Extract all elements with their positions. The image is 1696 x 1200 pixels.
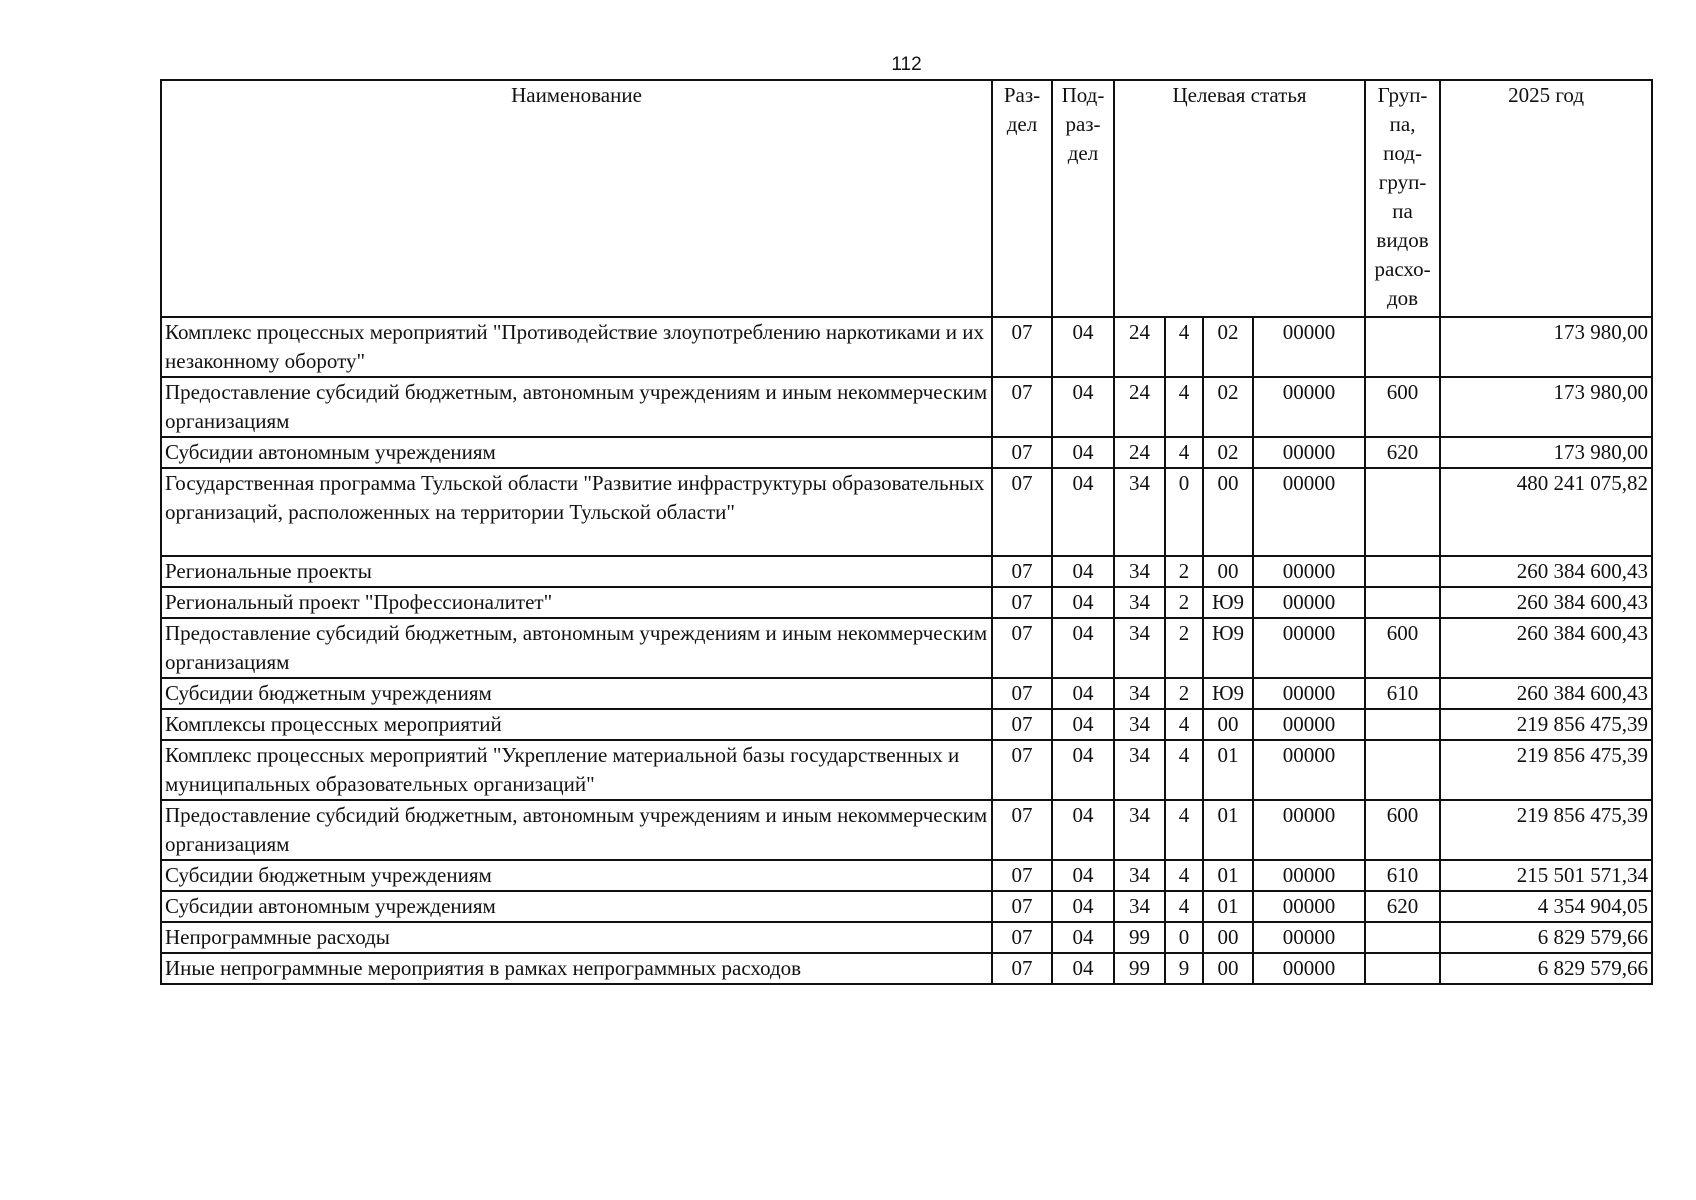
row-target-subprogram: 0: [1165, 922, 1203, 953]
header-podrazdel: Под- раз- дел: [1052, 80, 1114, 317]
row-target-event: 01: [1203, 891, 1253, 922]
row-target-direction: 00000: [1253, 922, 1365, 953]
table-row: [161, 556, 1652, 587]
row-target-program: 34: [1114, 740, 1165, 800]
row-expense-group: 620: [1365, 437, 1440, 468]
row-amount: 219 856 475,39: [1440, 740, 1652, 800]
row-amount: 260 384 600,43: [1440, 678, 1652, 709]
row-target-event: 00: [1203, 556, 1253, 587]
row-target-subprogram: 9: [1165, 953, 1203, 984]
row-target-subprogram: 2: [1165, 556, 1203, 587]
row-name: Предоставление субсидий бюджетным, автономным учреждениям и иным некоммерческим организациям: [161, 377, 992, 437]
table-row: [161, 860, 1652, 891]
row-podrazdel: 04: [1052, 953, 1114, 984]
row-razdel: 07: [992, 468, 1052, 556]
row-expense-group: [1365, 587, 1440, 618]
row-target-direction: 00000: [1253, 891, 1365, 922]
table-row: [161, 891, 1652, 922]
row-razdel: 07: [992, 800, 1052, 860]
row-target-direction: 00000: [1253, 618, 1365, 678]
table-body: [161, 317, 1652, 984]
row-target-direction: 00000: [1253, 678, 1365, 709]
row-target-subprogram: 4: [1165, 709, 1203, 740]
row-podrazdel: 04: [1052, 800, 1114, 860]
row-target-direction: 00000: [1253, 377, 1365, 437]
row-podrazdel: 04: [1052, 860, 1114, 891]
row-name: Субсидии автономным учреждениям: [161, 437, 992, 468]
row-name: Субсидии бюджетным учреждениям: [161, 678, 992, 709]
row-name: Субсидии автономным учреждениям: [161, 891, 992, 922]
row-target-program: 34: [1114, 468, 1165, 556]
row-target-subprogram: 4: [1165, 437, 1203, 468]
row-target-program: 34: [1114, 891, 1165, 922]
row-razdel: 07: [992, 891, 1052, 922]
row-name: Комплексы процессных мероприятий: [161, 709, 992, 740]
row-razdel: 07: [992, 618, 1052, 678]
row-expense-group: [1365, 953, 1440, 984]
table-row: [161, 587, 1652, 618]
row-target-program: 24: [1114, 437, 1165, 468]
row-target-program: 34: [1114, 678, 1165, 709]
row-target-program: 99: [1114, 922, 1165, 953]
row-expense-group: 610: [1365, 678, 1440, 709]
row-name: Региональные проекты: [161, 556, 992, 587]
row-target-event: 00: [1203, 709, 1253, 740]
row-podrazdel: 04: [1052, 740, 1114, 800]
row-target-event: Ю9: [1203, 678, 1253, 709]
row-target-program: 34: [1114, 709, 1165, 740]
row-name: Региональный проект "Профессионалитет": [161, 587, 992, 618]
row-podrazdel: 04: [1052, 678, 1114, 709]
row-amount: 260 384 600,43: [1440, 618, 1652, 678]
row-target-direction: 00000: [1253, 709, 1365, 740]
row-target-program: 99: [1114, 953, 1165, 984]
row-podrazdel: 04: [1052, 556, 1114, 587]
row-amount: 260 384 600,43: [1440, 556, 1652, 587]
row-amount: 219 856 475,39: [1440, 709, 1652, 740]
row-target-event: 00: [1203, 953, 1253, 984]
row-target-subprogram: 4: [1165, 317, 1203, 377]
row-target-event: 01: [1203, 740, 1253, 800]
row-podrazdel: 04: [1052, 317, 1114, 377]
header-expense-group: Груп- па, под- груп- па видов расхо- дов: [1365, 80, 1440, 317]
row-razdel: 07: [992, 953, 1052, 984]
table-row: [161, 317, 1652, 377]
row-target-event: 02: [1203, 377, 1253, 437]
row-podrazdel: 04: [1052, 891, 1114, 922]
row-expense-group: 610: [1365, 860, 1440, 891]
row-amount: 219 856 475,39: [1440, 800, 1652, 860]
header-name: Наименование: [161, 80, 992, 317]
row-amount: 173 980,00: [1440, 437, 1652, 468]
row-razdel: 07: [992, 377, 1052, 437]
row-target-event: 01: [1203, 860, 1253, 891]
row-razdel: 07: [992, 860, 1052, 891]
row-target-event: 00: [1203, 468, 1253, 556]
row-expense-group: [1365, 740, 1440, 800]
row-target-direction: 00000: [1253, 468, 1365, 556]
table-row: [161, 740, 1652, 800]
row-target-direction: 00000: [1253, 740, 1365, 800]
row-target-program: 34: [1114, 800, 1165, 860]
table-row: [161, 377, 1652, 437]
row-podrazdel: 04: [1052, 922, 1114, 953]
table-row: [161, 709, 1652, 740]
row-name: Иные непрограммные мероприятия в рамках непрограммных расходов: [161, 953, 992, 984]
row-target-subprogram: 4: [1165, 860, 1203, 891]
table-row: [161, 618, 1652, 678]
row-expense-group: [1365, 317, 1440, 377]
row-expense-group: [1365, 922, 1440, 953]
header-row: [161, 80, 1652, 317]
row-target-subprogram: 4: [1165, 740, 1203, 800]
row-name: Государственная программа Тульской области "Развитие инфраструктуры образовательных организаций, расположенных на территории Тульской области": [161, 468, 992, 556]
row-name: Предоставление субсидий бюджетным, автономным учреждениям и иным некоммерческим организациям: [161, 618, 992, 678]
row-target-direction: 00000: [1253, 587, 1365, 618]
header-target-article: Целевая статья: [1114, 80, 1365, 317]
row-amount: 6 829 579,66: [1440, 953, 1652, 984]
row-razdel: 07: [992, 587, 1052, 618]
row-name: Комплекс процессных мероприятий "Укрепление материальной базы государственных и муниципальных образовательных организаций": [161, 740, 992, 800]
row-target-direction: 00000: [1253, 556, 1365, 587]
row-razdel: 07: [992, 437, 1052, 468]
row-amount: 4 354 904,05: [1440, 891, 1652, 922]
row-target-program: 24: [1114, 377, 1165, 437]
row-target-event: 01: [1203, 800, 1253, 860]
row-expense-group: 620: [1365, 891, 1440, 922]
row-target-direction: 00000: [1253, 860, 1365, 891]
row-expense-group: 600: [1365, 800, 1440, 860]
row-name: Непрограммные расходы: [161, 922, 992, 953]
row-target-event: 02: [1203, 437, 1253, 468]
table-row: [161, 678, 1652, 709]
row-expense-group: [1365, 556, 1440, 587]
table-row: [161, 922, 1652, 953]
row-expense-group: 600: [1365, 618, 1440, 678]
row-target-event: Ю9: [1203, 618, 1253, 678]
row-target-direction: 00000: [1253, 953, 1365, 984]
row-target-program: 24: [1114, 317, 1165, 377]
row-expense-group: 600: [1365, 377, 1440, 437]
row-target-subprogram: 0: [1165, 468, 1203, 556]
row-razdel: 07: [992, 922, 1052, 953]
page-number: 112: [891, 54, 922, 75]
table-row: [161, 468, 1652, 556]
row-podrazdel: 04: [1052, 618, 1114, 678]
row-razdel: 07: [992, 740, 1052, 800]
row-amount: 173 980,00: [1440, 377, 1652, 437]
row-name: Субсидии бюджетным учреждениям: [161, 860, 992, 891]
row-podrazdel: 04: [1052, 709, 1114, 740]
row-target-program: 34: [1114, 618, 1165, 678]
row-target-subprogram: 2: [1165, 587, 1203, 618]
row-expense-group: [1365, 468, 1440, 556]
row-podrazdel: 04: [1052, 468, 1114, 556]
row-target-subprogram: 4: [1165, 891, 1203, 922]
row-target-subprogram: 4: [1165, 377, 1203, 437]
header-razdel: Раз- дел: [992, 80, 1052, 317]
row-podrazdel: 04: [1052, 377, 1114, 437]
budget-table: [160, 79, 1653, 985]
row-razdel: 07: [992, 709, 1052, 740]
row-amount: 215 501 571,34: [1440, 860, 1652, 891]
row-amount: 480 241 075,82: [1440, 468, 1652, 556]
row-target-subprogram: 2: [1165, 618, 1203, 678]
row-name: Комплекс процессных мероприятий "Противодействие злоупотреблению наркотиками и их незаконному обороту": [161, 317, 992, 377]
header-year: 2025 год: [1440, 80, 1652, 317]
row-target-subprogram: 2: [1165, 678, 1203, 709]
table-row: [161, 437, 1652, 468]
row-razdel: 07: [992, 678, 1052, 709]
row-target-program: 34: [1114, 860, 1165, 891]
row-target-direction: 00000: [1253, 437, 1365, 468]
row-target-direction: 00000: [1253, 800, 1365, 860]
row-name: Предоставление субсидий бюджетным, автономным учреждениям и иным некоммерческим организациям: [161, 800, 992, 860]
row-target-subprogram: 4: [1165, 800, 1203, 860]
table-row: [161, 953, 1652, 984]
row-target-program: 34: [1114, 556, 1165, 587]
row-podrazdel: 04: [1052, 437, 1114, 468]
row-amount: 173 980,00: [1440, 317, 1652, 377]
row-target-event: 02: [1203, 317, 1253, 377]
row-target-event: Ю9: [1203, 587, 1253, 618]
table-row: [161, 800, 1652, 860]
row-razdel: 07: [992, 317, 1052, 377]
row-expense-group: [1365, 709, 1440, 740]
row-target-event: 00: [1203, 922, 1253, 953]
row-target-program: 34: [1114, 587, 1165, 618]
row-target-direction: 00000: [1253, 317, 1365, 377]
row-amount: 260 384 600,43: [1440, 587, 1652, 618]
row-amount: 6 829 579,66: [1440, 922, 1652, 953]
row-podrazdel: 04: [1052, 587, 1114, 618]
row-razdel: 07: [992, 556, 1052, 587]
